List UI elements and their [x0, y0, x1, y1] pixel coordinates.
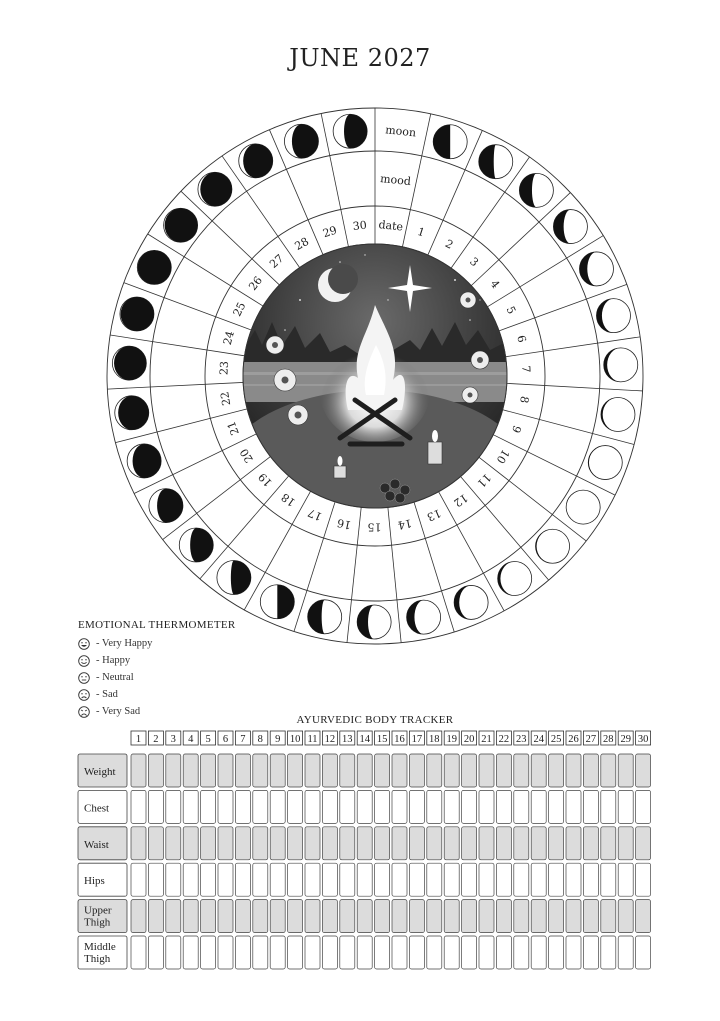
tracker-cell[interactable]	[322, 900, 337, 933]
tracker-day-number: 22	[498, 734, 510, 745]
tracker-cell[interactable]	[253, 900, 268, 933]
wheel-day-number: 11	[474, 470, 494, 491]
tracker-day-number: 3	[170, 734, 176, 745]
tracker-cell[interactable]	[444, 754, 459, 787]
tracker-cell[interactable]	[531, 863, 546, 896]
thermometer-label: - Happy	[96, 655, 131, 666]
tracker-cell[interactable]	[375, 790, 390, 823]
tracker-cell[interactable]	[496, 827, 511, 860]
tracker-cell[interactable]	[201, 863, 216, 896]
tracker-row-label: Upper Thigh	[84, 904, 112, 929]
tracker-cell[interactable]	[288, 863, 303, 896]
wheel-day-number: 23	[217, 360, 232, 376]
wheel-day-number: 7	[519, 365, 533, 373]
tracker-cell[interactable]	[183, 754, 198, 787]
tracker-cell[interactable]	[444, 827, 459, 860]
tracker-row-label: Waist	[84, 838, 109, 851]
tracker-cell[interactable]	[618, 936, 633, 969]
tracker-cell[interactable]	[601, 827, 616, 860]
tracker-cell[interactable]	[392, 863, 407, 896]
ring-label-date: date	[377, 218, 404, 234]
tracker-cell[interactable]	[235, 936, 250, 969]
tracker-cell[interactable]	[462, 863, 477, 896]
tracker-cell[interactable]	[357, 900, 372, 933]
tracker-cell[interactable]	[166, 863, 181, 896]
tracker-cell[interactable]	[462, 827, 477, 860]
wheel-day-number: 22	[218, 390, 234, 407]
tracker-cell[interactable]	[583, 827, 598, 860]
tracker-cell[interactable]	[427, 863, 442, 896]
tracker-cell[interactable]	[601, 790, 616, 823]
tracker-cell[interactable]	[322, 790, 337, 823]
tracker-cell[interactable]	[618, 827, 633, 860]
tracker-cell[interactable]	[636, 754, 651, 787]
tracker-cell[interactable]	[531, 936, 546, 969]
tracker-day-number: 5	[205, 734, 211, 745]
wheel-day-number: 10	[493, 447, 513, 466]
tracker-cell[interactable]	[514, 936, 529, 969]
tracker-cell[interactable]	[549, 900, 564, 933]
tracker-cell[interactable]	[462, 754, 477, 787]
tracker-day-number: 26	[568, 734, 579, 745]
tracker-cell[interactable]	[183, 936, 198, 969]
tracker-cell[interactable]	[357, 863, 372, 896]
tracker-day-number: 28	[603, 734, 614, 745]
tracker-day-number: 14	[359, 734, 370, 745]
tracker-cell[interactable]	[375, 863, 390, 896]
tracker-cell[interactable]	[566, 790, 581, 823]
tracker-cell[interactable]	[462, 936, 477, 969]
tracker-cell[interactable]	[148, 790, 163, 823]
tracker-cell[interactable]	[409, 754, 424, 787]
wheel-day-number: 16	[335, 516, 353, 532]
tracker-cell[interactable]	[427, 790, 442, 823]
tracker-cell[interactable]	[340, 900, 355, 933]
tracker-cell[interactable]	[166, 754, 181, 787]
tracker-cell[interactable]	[166, 827, 181, 860]
ring-label-mood: mood	[379, 172, 412, 189]
tracker-cell[interactable]	[357, 754, 372, 787]
wheel-day-number: 2	[442, 237, 456, 252]
tracker-cell[interactable]	[496, 754, 511, 787]
tracker-row-label: Weight	[84, 766, 116, 778]
tracker-cell[interactable]	[270, 936, 285, 969]
tracker-cell[interactable]	[357, 827, 372, 860]
wheel-day-number: 30	[352, 218, 368, 233]
tracker-cell[interactable]	[566, 936, 581, 969]
tracker-cell[interactable]	[444, 863, 459, 896]
tracker-cell[interactable]	[392, 754, 407, 787]
tracker-cell[interactable]	[427, 936, 442, 969]
tracker-cell[interactable]	[148, 754, 163, 787]
tracker-cell[interactable]	[235, 863, 250, 896]
tracker-cell[interactable]	[444, 900, 459, 933]
tracker-cell[interactable]	[462, 900, 477, 933]
tracker-cell[interactable]	[340, 754, 355, 787]
tracker-day-number: 4	[188, 734, 194, 745]
tracker-cell[interactable]	[409, 863, 424, 896]
tracker-cell[interactable]	[392, 936, 407, 969]
tracker-cell[interactable]	[166, 936, 181, 969]
tracker-day-number: 15	[376, 734, 388, 745]
tracker-day-number: 10	[289, 734, 301, 745]
wheel-day-number: 26	[246, 273, 266, 293]
tracker-cell[interactable]	[479, 754, 494, 787]
tracker-cell[interactable]	[392, 827, 407, 860]
wheel-day-number: 14	[396, 516, 413, 532]
wheel-day-number: 13	[425, 506, 443, 524]
tracker-cell[interactable]	[601, 754, 616, 787]
tracker-cell[interactable]	[479, 827, 494, 860]
tracker-cell[interactable]	[514, 790, 529, 823]
tracker-cell[interactable]	[288, 827, 303, 860]
wheel-day-number: 29	[321, 223, 339, 241]
wheel-day-number: 17	[306, 505, 325, 524]
tracker-cell[interactable]	[601, 900, 616, 933]
tracker-cell[interactable]	[479, 900, 494, 933]
tracker-cell[interactable]	[218, 754, 233, 787]
tracker-row	[78, 827, 651, 860]
tracker-cell[interactable]	[409, 790, 424, 823]
tracker-cell[interactable]	[479, 863, 494, 896]
tracker-cell[interactable]	[514, 863, 529, 896]
wheel-day-number: 12	[451, 490, 471, 510]
tracker-cell[interactable]	[322, 754, 337, 787]
tracker-cell[interactable]	[496, 936, 511, 969]
wheel-day-number: 18	[278, 490, 298, 510]
tracker-cell[interactable]	[340, 790, 355, 823]
wheel-day-number: 6	[514, 333, 529, 344]
tracker-day-number: 13	[342, 734, 353, 745]
tracker-cell[interactable]	[427, 900, 442, 933]
tracker-day-number: 27	[585, 734, 597, 745]
tracker-cell[interactable]	[496, 863, 511, 896]
tracker-day-number: 30	[637, 734, 649, 745]
tracker-cell[interactable]	[201, 900, 216, 933]
tracker-day-number: 17	[411, 734, 423, 745]
tracker-cell[interactable]	[148, 863, 163, 896]
tracker-cell[interactable]	[392, 900, 407, 933]
tracker-row-label: Hips	[84, 875, 105, 888]
tracker-cell[interactable]	[566, 863, 581, 896]
tracker-cell[interactable]	[583, 863, 598, 896]
tracker-cell[interactable]	[183, 827, 198, 860]
tracker-cell[interactable]	[531, 754, 546, 787]
wheel-day-number: 8	[517, 395, 532, 405]
tracker-cell[interactable]	[270, 863, 285, 896]
tracker-cell[interactable]	[531, 900, 546, 933]
tracker-day-number: 19	[446, 734, 457, 745]
tracker-cell[interactable]	[462, 790, 477, 823]
tracker-row	[78, 863, 651, 896]
tracker-cell[interactable]	[131, 936, 146, 969]
tracker-cell[interactable]	[201, 754, 216, 787]
tracker-cell[interactable]	[583, 936, 598, 969]
tracker-cell[interactable]	[618, 790, 633, 823]
thermometer-label: - Very Happy	[96, 638, 153, 649]
ring-label-moon: moon	[384, 123, 417, 140]
tracker-cell[interactable]	[305, 863, 320, 896]
tracker-cell[interactable]	[322, 827, 337, 860]
tracker-cell[interactable]	[305, 900, 320, 933]
tracker-cell[interactable]	[636, 900, 651, 933]
tracker-cell[interactable]	[618, 900, 633, 933]
tracker-cell[interactable]	[549, 754, 564, 787]
tracker-cell[interactable]	[148, 900, 163, 933]
tracker-day-number: 23	[516, 734, 527, 745]
tracker-row	[78, 754, 651, 787]
tracker-day-number: 8	[257, 734, 263, 745]
tracker-cell[interactable]	[235, 827, 250, 860]
tracker-day-number: 1	[135, 734, 142, 745]
tracker-cell[interactable]	[305, 790, 320, 823]
tracker-day-number: 20	[463, 734, 475, 745]
wheel-day-number: 28	[292, 234, 312, 254]
wheel-day-number: 21	[224, 419, 242, 437]
tracker-cell[interactable]	[566, 827, 581, 860]
thermometer-label: - Neutral	[96, 672, 134, 683]
tracker-cell[interactable]	[288, 790, 303, 823]
tracker-cell[interactable]	[305, 827, 320, 860]
tracker-cell[interactable]	[235, 790, 250, 823]
tracker-cell[interactable]	[148, 936, 163, 969]
tracker-cell[interactable]	[340, 827, 355, 860]
tracker-cell[interactable]	[183, 790, 198, 823]
tracker-cell[interactable]	[636, 827, 651, 860]
tracker-cell[interactable]	[375, 900, 390, 933]
tracker-day-number: 2	[153, 734, 159, 745]
tracker-day-number: 29	[620, 734, 631, 745]
tracker-cell[interactable]	[253, 863, 268, 896]
tracker-cell[interactable]	[148, 827, 163, 860]
wheel-day-number: 4	[487, 277, 503, 292]
tracker-cell[interactable]	[340, 863, 355, 896]
tracker-cell[interactable]	[514, 754, 529, 787]
tracker-row	[78, 790, 651, 823]
tracker-day-number: 9	[275, 734, 281, 745]
tracker-day-number: 18	[429, 734, 440, 745]
tracker-cell[interactable]	[357, 936, 372, 969]
tracker-cell[interactable]	[201, 827, 216, 860]
tracker-row-label: Chest	[84, 802, 110, 815]
wheel-day-number: 24	[220, 329, 237, 347]
tracker-cell[interactable]	[201, 936, 216, 969]
tracker-cell[interactable]	[340, 936, 355, 969]
wheel-day-number: 15	[367, 520, 382, 534]
thermometer-title: EMOTIONAL THERMOMETER	[78, 619, 236, 631]
tracker-title: AYURVEDIC BODY TRACKER	[296, 714, 454, 726]
tracker-cell[interactable]	[253, 790, 268, 823]
tracker-cell[interactable]	[270, 754, 285, 787]
tracker-cell[interactable]	[392, 790, 407, 823]
tracker-day-number: 11	[307, 734, 318, 745]
tracker-cell[interactable]	[322, 936, 337, 969]
tracker-cell[interactable]	[270, 900, 285, 933]
tracker-row	[78, 936, 651, 969]
tracker-cell[interactable]	[549, 790, 564, 823]
tracker-cell[interactable]	[444, 936, 459, 969]
tracker-day-number: 24	[533, 734, 544, 745]
tracker-cell[interactable]	[305, 936, 320, 969]
tracker-cell[interactable]	[131, 863, 146, 896]
wheel-day-number: 20	[237, 446, 256, 465]
tracker-cell[interactable]	[131, 827, 146, 860]
tracker-cell[interactable]	[601, 863, 616, 896]
tracker-cell[interactable]	[514, 900, 529, 933]
tracker-cell[interactable]	[288, 936, 303, 969]
tracker-cell[interactable]	[531, 827, 546, 860]
tracker-cell[interactable]	[618, 754, 633, 787]
tracker-cell[interactable]	[375, 827, 390, 860]
tracker-day-number: 7	[240, 734, 246, 745]
tracker-cell[interactable]	[270, 827, 285, 860]
tracker-cell[interactable]	[549, 827, 564, 860]
tracker-cell[interactable]	[253, 754, 268, 787]
tracker-cell[interactable]	[549, 863, 564, 896]
tracker-cell[interactable]	[636, 936, 651, 969]
tracker-cell[interactable]	[479, 790, 494, 823]
tracker-cell[interactable]	[566, 900, 581, 933]
tracker-cell[interactable]	[218, 863, 233, 896]
tracker-cell[interactable]	[479, 936, 494, 969]
tracker-cell[interactable]	[357, 790, 372, 823]
tracker-cell[interactable]	[218, 900, 233, 933]
tracker-cell[interactable]	[583, 900, 598, 933]
tracker-row-label: Middle Thigh	[84, 941, 116, 965]
tracker-cell[interactable]	[235, 900, 250, 933]
tracker-cell[interactable]	[375, 754, 390, 787]
tracker-cell[interactable]	[583, 754, 598, 787]
tracker-cell[interactable]	[270, 790, 285, 823]
tracker-cell[interactable]	[496, 790, 511, 823]
tracker-cell[interactable]	[636, 863, 651, 896]
tracker-cell[interactable]	[583, 790, 598, 823]
tracker-cell[interactable]	[288, 754, 303, 787]
wheel-day-number: 27	[267, 251, 287, 271]
tracker-day-number: 25	[550, 734, 562, 745]
tracker-cell[interactable]	[444, 790, 459, 823]
tracker-cell[interactable]	[218, 790, 233, 823]
tracker-cell[interactable]	[201, 790, 216, 823]
tracker-cell[interactable]	[531, 790, 546, 823]
tracker-cell[interactable]	[409, 936, 424, 969]
tracker-cell[interactable]	[409, 900, 424, 933]
tracker-cell[interactable]	[427, 827, 442, 860]
tracker-cell[interactable]	[288, 900, 303, 933]
page-title: JUNE 2027	[289, 44, 431, 72]
tracker-day-number: 12	[324, 734, 336, 745]
tracker-cell[interactable]	[131, 754, 146, 787]
tracker-cell[interactable]	[375, 936, 390, 969]
tracker-cell[interactable]	[496, 900, 511, 933]
tracker-cell[interactable]	[218, 936, 233, 969]
tracker-cell[interactable]	[514, 827, 529, 860]
tracker-cell[interactable]	[253, 936, 268, 969]
tracker-cell[interactable]	[166, 790, 181, 823]
tracker-cell[interactable]	[218, 827, 233, 860]
wheel-day-number: 9	[509, 423, 524, 435]
tracker-cell[interactable]	[131, 900, 146, 933]
tracker-cell[interactable]	[427, 754, 442, 787]
tracker-cell[interactable]	[253, 827, 268, 860]
tracker-cell[interactable]	[166, 900, 181, 933]
tracker-cell[interactable]	[183, 863, 198, 896]
wheel-day-number: 1	[415, 224, 427, 240]
tracker-cell[interactable]	[131, 790, 146, 823]
tracker-cell[interactable]	[618, 863, 633, 896]
wheel-day-number: 5	[503, 304, 519, 317]
tracker-day-number: 21	[481, 734, 492, 745]
wheel-day-number: 25	[230, 300, 249, 319]
thermometer-label: - Very Sad	[96, 706, 141, 717]
tracker-day-number: 6	[222, 734, 229, 745]
tracker-cell[interactable]	[549, 936, 564, 969]
tracker-cell[interactable]	[601, 936, 616, 969]
tracker-cell[interactable]	[566, 754, 581, 787]
tracker-day-number: 16	[394, 734, 405, 745]
tracker-cell[interactable]	[409, 827, 424, 860]
tracker-row	[78, 900, 651, 933]
tracker-cell[interactable]	[305, 754, 320, 787]
thermometer-label: - Sad	[96, 689, 118, 700]
tracker-cell[interactable]	[235, 754, 250, 787]
wheel-day-number: 3	[467, 254, 481, 270]
tracker-cell[interactable]	[322, 863, 337, 896]
tracker-cell[interactable]	[636, 790, 651, 823]
tracker-cell[interactable]	[183, 900, 198, 933]
wheel-day-number: 19	[255, 470, 275, 490]
